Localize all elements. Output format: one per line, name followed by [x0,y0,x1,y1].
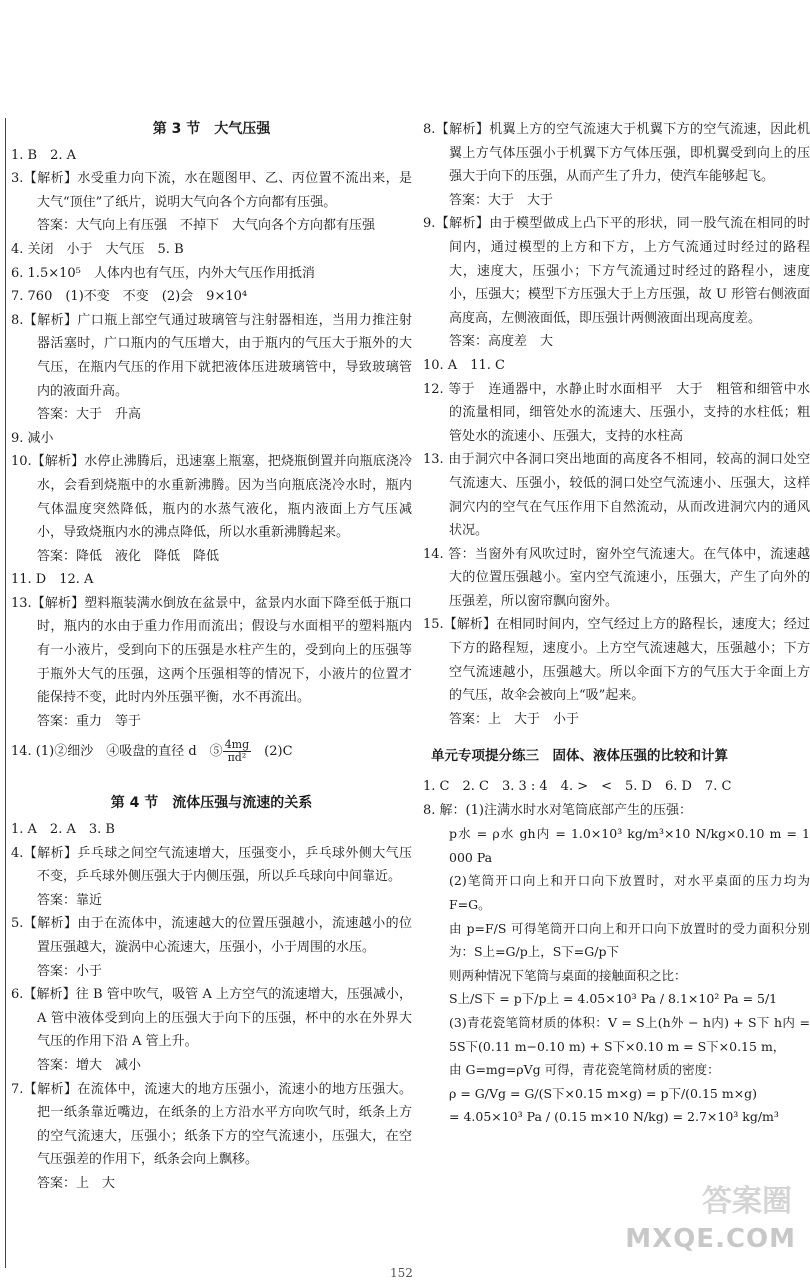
watermark-url: MXQE.COM [625,1224,796,1254]
q14-line [11,739,412,764]
q3-analysis: 3.【解析】水受重力向下流，水在题图甲、乙、丙位置不流出来，是大气“顶住”了纸片，说明大气向各个方向都有压强。 [11,171,412,210]
answer-line: 9. 减小 [11,430,54,446]
solution-step: (2)笔筒开口向上和开口向下放置时，对水平桌面的压力均为 F=G。 [449,873,810,912]
q4-answer: 答案：靠近 [37,892,103,908]
fraction-denominator: πd² [227,751,247,765]
equation: p水 = ρ水 gh内 = 1.0×10³ kg/m³×10 N/kg×0.10 m = 1 000 Pa [449,826,810,865]
q10-analysis: 10.【解析】水停止沸腾后，迅速塞上瓶塞，把烧瓶倒置并向瓶底浇冷水，会看到烧瓶中的水重新沸腾。因为当向瓶底浇冷水时，瓶内气体温度突然降低，瓶内的水蒸气液化，瓶内液面上方气压减小，导致烧瓶内水的沸点降低，所以水重新沸腾起来。 [11,454,412,541]
equation: = 4.05×10³ Pa / (0.15 m×10 N/kg) = 2.7×10³ kg/m³ [449,1109,779,1125]
solution-step: 则两种情况下笔筒与桌面的接触面积之比： [449,967,687,983]
q8-analysis: 8.【解析】机翼上方的空气流速大于机翼下方的空气流速，因此机翼上方气体压强小于机翼下方气体压强，即机翼受到向上的压强大于向下的压强，从而产生了升力，使汽车能够起飞。 [423,122,810,185]
right-column [423,118,810,1129]
watermark-logo: 答案圈 [702,1184,792,1219]
q7-analysis: 7.【解析】在流体中，流速大的地方压强小，流速小的地方压强大。把一纸条靠近嘴边，在纸条的上方沿水平方向吹气时，纸条上方的空气流速大，压强小；纸条下方的空气流速小，压强大，在空气压强差的作用下，纸条会向上飘移。 [11,1081,412,1168]
answer-line: 7. 760 (1)不变 不变 (2)会 9×10⁴ [11,289,248,305]
q8-analysis: 8.【解析】广口瓶上部空气通过玻璃管与注射器相连，当用力推注射器活塞时，广口瓶内的气压增大，由于瓶内的气压大于瓶外的大气压，在瓶内气压的作用下就把液体压进玻璃管中，导致玻璃管内的液面升高。 [11,312,412,399]
answer-line: 1. C 2. C 3. 3 : 4 4. > < 5. D 6. D 7. C [423,779,732,795]
q8-answer: 答案：大于 大于 [449,192,554,208]
q13-answer: 答案：重力 等于 [37,713,142,729]
q6-answer: 答案：增大 减小 [37,1057,142,1073]
q10-answer: 答案：降低 液化 降低 降低 [37,548,220,564]
q6-analysis: 6.【解析】往 B 管中吹气，吸管 A 上方空气的流速增大，压强减小，A 管中液体受到向上的压强大于向下的压强，杯中的水在外界大气压的作用下沿 A 管上升。 [11,987,412,1050]
answer-line: 1. A 2. A 3. B [11,822,115,838]
q3-answer: 答案：大气向上有压强 不掉下 大气向各个方向都有压强 [37,218,376,234]
solution-step: 由 p=F/S 可得笔筒开口向上和开口向下放置时的受力面积分别为：S上=G/p上，S下=G/p下 [449,920,810,960]
equation: ρ = G/Vg = G/(S下×0.15 m×g) = p下/(0.15 m×g) [449,1085,758,1101]
q15-answer: 答案：上 大于 小于 [449,711,580,727]
equation: S上/S下 = p下/p上 = 4.05×10³ Pa / 8.1×10² Pa = 5/1 [449,991,778,1007]
solution-step: (3)青花瓷笔筒材质的体积：V = S上(h外 − h内) + S下 h内 = 5S下(0.11 m−0.10 m) + S下×0.10 m = S下×0.15 m， [449,1014,810,1054]
answer-line: 4. 关闭 小于 大气压 5. B [11,241,184,257]
answer-line: 1. B 2. A [11,147,77,163]
q14-text-post: (2)C [251,744,293,760]
q5-answer: 答案：小于 [37,963,103,979]
q7-answer: 答案：上 大 [37,1175,116,1191]
section-3-title: 第 3 节 大气压强 [152,121,271,137]
q4-analysis: 4.【解析】乒乓球之间空气流速增大，压强变小，乒乓球外侧大气压不变，乒乓球外侧压强大于内侧压强，所以乒乓球向中间靠近。 [11,845,412,885]
solution-step: 由 G=mg=ρVg 可得，青花瓷笔筒材质的密度： [449,1062,720,1078]
q13-answer: 13. 由于洞穴中各洞口突出地面的高度各不相同，较高的洞口处空气流速大、压强小，较低的洞口处空气流速小、压强大，这样洞穴内的空气在气压作用下自然流动，从而改进洞穴内的通风状况。 [423,452,810,539]
fraction-numerator: 4mg [224,738,250,752]
section-4-title: 第 4 节 流体压强与流速的关系 [110,795,313,812]
q9-answer: 答案：高度差 大 [449,334,554,350]
q14-fraction [223,739,251,764]
q5-analysis: 5.【解析】由于在流体中，流速越大的位置压强越小，流速越小的位置压强越大，漩涡中心流速大，压强小，小于周围的水压。 [11,916,412,955]
q13-analysis: 13.【解析】塑料瓶装满水倒放在盆景中，盆景内水面下降至低于瓶口时，瓶内的水由于重力作用而流出；假设与水面相平的塑料瓶内有一小液片，受到向下的压强是水柱产生的，受到向上的压强等于瓶外大气的压强，这两个压强相等的情况下，小液片的位置才能保持不变，此时内外压强平衡，水不再流出。 [11,595,412,706]
page-number: 152 [390,1266,413,1280]
q8-answer: 答案：大于 升高 [37,407,142,423]
left-column [5,118,412,1268]
q9-analysis: 9.【解析】由于模型做成上凸下平的形状，同一股气流在相同的时间内，通过模型的上方和下方，上方气流通过时经过的路程大，速度大，压强小；下方气流通过时经过的路程小，速度小，压强大；模型下方压强大于上方压强，故 U 形管右侧液面高度高，左侧液面低，即压强计两侧液面出现高度差。 [423,216,810,326]
answer-line: 10. A 11. C [423,357,505,373]
q14-answer: 14. 答：当窗外有风吹过时，窗外空气流速大。在气体中，流速越大的位置压强越小。室内空气流速小，压强大，产生了向外的压强差，所以窗帘飘向窗外。 [423,546,810,609]
q14-text: 14. (1)②细沙 ④吸盘的直径 d ⑤ [11,744,223,760]
q8-solution: 8. 解：(1)注满水时水对笔筒底部产生的压强： [423,802,692,818]
answer-line: 6. 1.5×10⁵ 人体内也有气压，内外大气压作用抵消 [11,265,315,281]
answer-line: 11. D 12. A [11,572,94,588]
q12-answer: 12. 等于 连通器中，水静止时水面相平 大于 粗管和细管中水的流量相同，细管处水的流速大、压强小，支持的水柱低；粗管处水的流速小、压强大，支持的水柱高 [423,381,810,444]
q15-analysis: 15.【解析】在相同时间内，空气经过上方的路程长，速度大；经过下方的路程短，速度小。上方空气流速越大，压强越小；下方空气流速越小，压强越大。所以伞面下方的气压大于伞面上方的气压，故伞会被向上“吸”起来。 [423,617,810,704]
unit-title: 单元专项提分练三 固体、液体压强的比较和计算 [431,748,728,765]
